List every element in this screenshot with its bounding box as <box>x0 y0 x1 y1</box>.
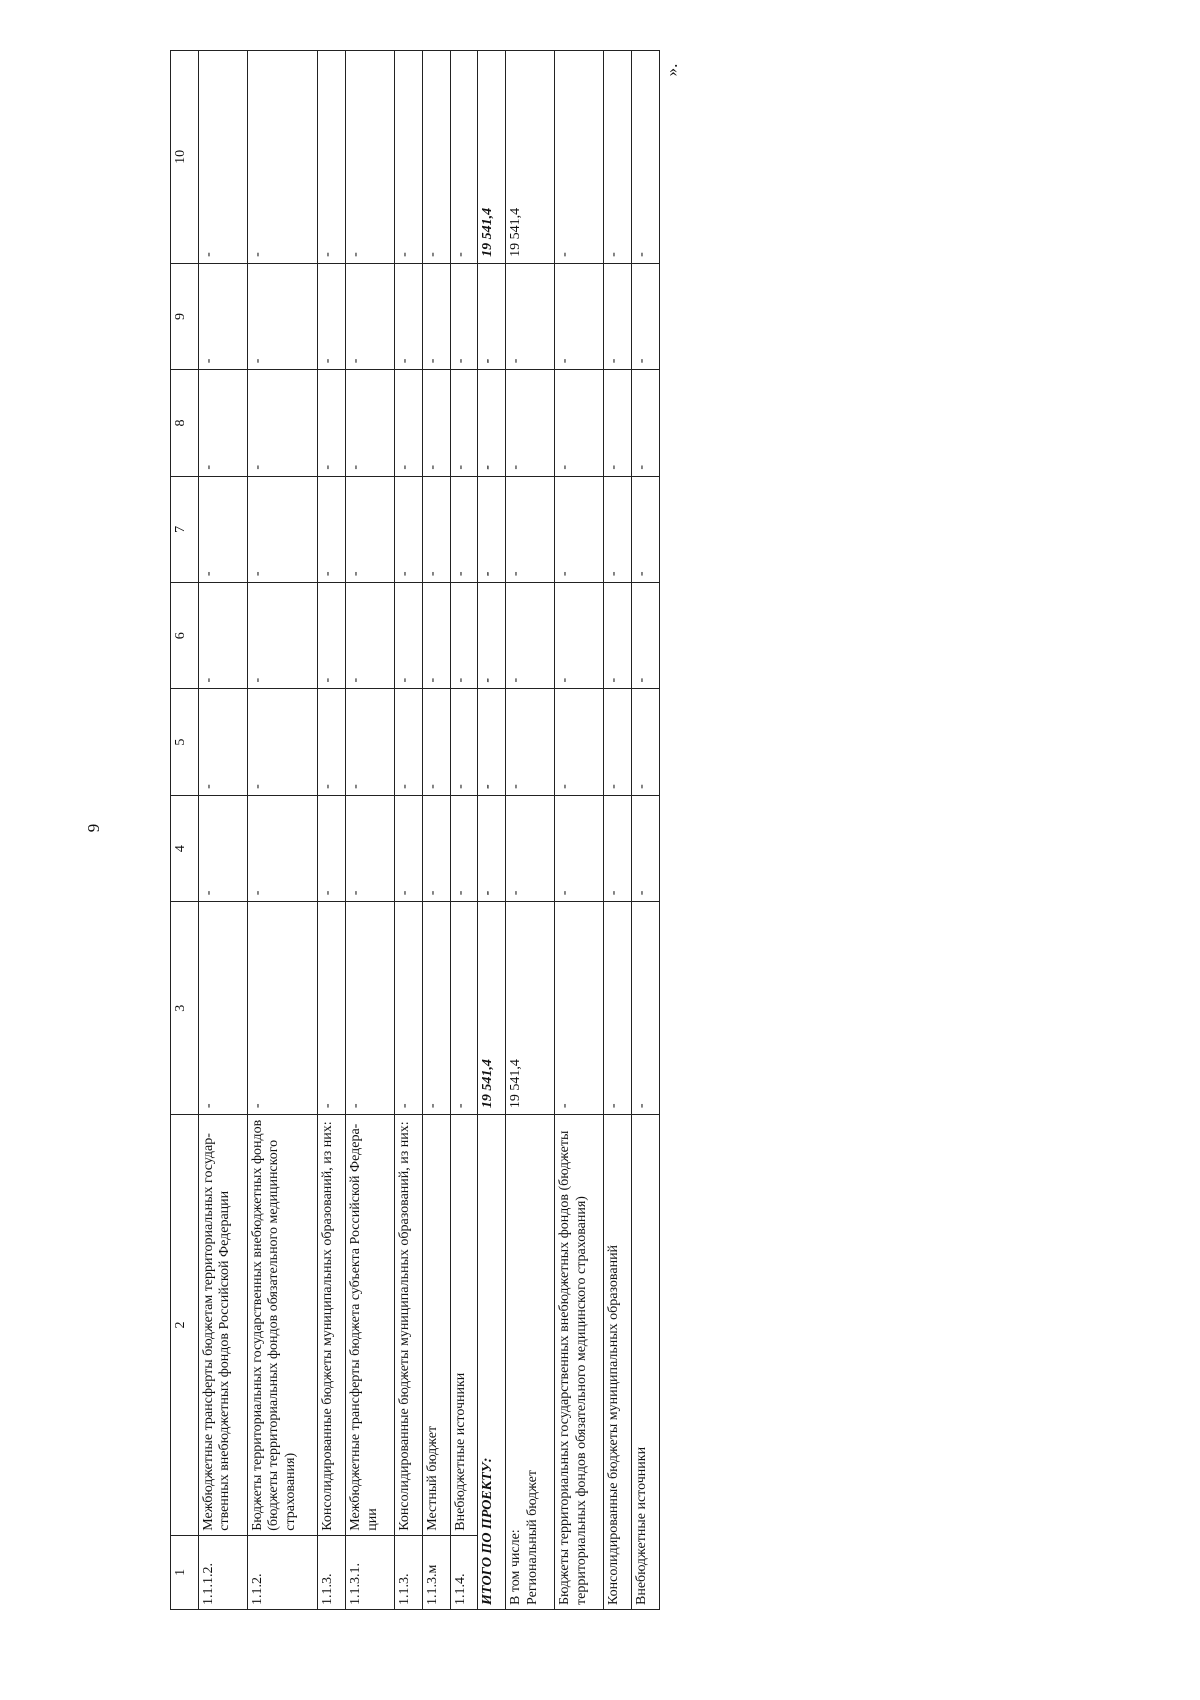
column-number-header: 1 <box>171 1535 199 1609</box>
column-number-header: 10 <box>171 51 199 264</box>
budget-table-rotated <box>170 50 660 1610</box>
row-value: - <box>422 583 450 689</box>
row-value: - <box>450 476 478 582</box>
row-value: - <box>422 902 450 1115</box>
row-value: - <box>318 370 346 476</box>
breakdown-value: - <box>632 476 660 582</box>
breakdown-value: - <box>632 51 660 264</box>
total-value: - <box>478 583 506 689</box>
breakdown-value: - <box>506 795 555 901</box>
row-name: Бюджеты территориальных государственных внебюджетных фондов (бюджеты территориальных фондов обязательного медицинского страхования) <box>247 1115 317 1536</box>
row-value: - <box>422 476 450 582</box>
breakdown-value: - <box>506 583 555 689</box>
total-value: - <box>478 689 506 795</box>
breakdown-value: - <box>632 795 660 901</box>
total-value: 19 541,4 <box>478 51 506 264</box>
row-value: - <box>346 689 395 795</box>
row-value: - <box>346 795 395 901</box>
breakdown-row <box>604 51 632 1610</box>
breakdown-value: - <box>506 689 555 795</box>
breakdown-label: Внебюджетные источники <box>632 1115 660 1610</box>
breakdown-label: Бюджеты территориальных государственных внебюджетных фондов (бюджеты территориальных фондов обязательного медицинского страхования) <box>555 1115 604 1610</box>
row-name: Межбюджетные трансферты бюджета субъекта Российской Федера-ции <box>346 1115 395 1536</box>
row-value: - <box>450 583 478 689</box>
breakdown-label: Консолидированные бюджеты муниципальных образований <box>604 1115 632 1610</box>
column-number-header: 7 <box>171 476 199 582</box>
row-value: - <box>346 370 395 476</box>
row-value: - <box>318 476 346 582</box>
breakdown-value: - <box>632 263 660 369</box>
column-number-header: 5 <box>171 689 199 795</box>
breakdown-value: - <box>555 263 604 369</box>
row-code: 1.1.3.1. <box>346 1535 395 1609</box>
breakdown-value: - <box>604 476 632 582</box>
row-value: - <box>247 370 317 476</box>
breakdown-row <box>632 51 660 1610</box>
row-value: - <box>198 689 247 795</box>
row-value: - <box>450 902 478 1115</box>
table-row <box>198 51 247 1610</box>
row-value: - <box>346 902 395 1115</box>
row-value: - <box>422 370 450 476</box>
row-value: - <box>422 51 450 264</box>
row-value: - <box>395 795 423 901</box>
row-value: - <box>346 583 395 689</box>
total-value: - <box>478 370 506 476</box>
row-value: - <box>247 689 317 795</box>
closing-quote-mark: ». <box>662 63 681 77</box>
row-value: - <box>450 795 478 901</box>
row-value: - <box>198 902 247 1115</box>
breakdown-value: - <box>555 476 604 582</box>
breakdown-value: - <box>555 902 604 1115</box>
column-number-header: 9 <box>171 263 199 369</box>
row-code: 1.1.3.м <box>422 1535 450 1609</box>
row-value: - <box>422 263 450 369</box>
row-value: - <box>198 795 247 901</box>
table-body <box>171 51 660 1610</box>
row-code: 1.1.4. <box>450 1535 478 1609</box>
row-name: Местный бюджет <box>422 1115 450 1536</box>
row-value: - <box>318 795 346 901</box>
table-row <box>422 51 450 1610</box>
breakdown-value: - <box>604 370 632 476</box>
row-name: Внебюджетные источники <box>450 1115 478 1536</box>
breakdown-value: - <box>604 583 632 689</box>
breakdown-value: - <box>555 795 604 901</box>
breakdown-value: - <box>604 51 632 264</box>
row-value: - <box>395 689 423 795</box>
row-value: - <box>346 263 395 369</box>
breakdown-value: - <box>604 902 632 1115</box>
breakdown-value: - <box>604 263 632 369</box>
breakdown-value: - <box>506 263 555 369</box>
column-number-header: 4 <box>171 795 199 901</box>
table-row <box>247 51 317 1610</box>
breakdown-value: 19 541,4 <box>506 902 555 1115</box>
row-value: - <box>422 795 450 901</box>
row-value: - <box>247 51 317 264</box>
row-value: - <box>247 583 317 689</box>
breakdown-value: - <box>604 795 632 901</box>
row-value: - <box>247 795 317 901</box>
row-value: - <box>198 263 247 369</box>
table-row <box>450 51 478 1610</box>
total-value: - <box>478 263 506 369</box>
row-value: - <box>198 51 247 264</box>
row-code: 1.1.3. <box>318 1535 346 1609</box>
breakdown-row <box>506 51 555 1610</box>
row-value: - <box>198 370 247 476</box>
page-number: 9 <box>84 823 103 833</box>
row-value: - <box>318 583 346 689</box>
total-value: 19 541,4 <box>478 902 506 1115</box>
row-value: - <box>318 51 346 264</box>
breakdown-value: - <box>555 583 604 689</box>
row-value: - <box>395 370 423 476</box>
row-value: - <box>318 263 346 369</box>
row-value: - <box>198 476 247 582</box>
total-label: ИТОГО ПО ПРОЕКТУ: <box>478 1115 506 1610</box>
row-value: - <box>450 51 478 264</box>
table-row <box>346 51 395 1610</box>
row-value: - <box>346 51 395 264</box>
row-value: - <box>395 902 423 1115</box>
column-number-header: 3 <box>171 902 199 1115</box>
row-code: 1.1.2. <box>247 1535 317 1609</box>
row-value: - <box>247 902 317 1115</box>
breakdown-label: В том числе: Региональный бюджет <box>506 1115 555 1610</box>
row-value: - <box>247 263 317 369</box>
total-row <box>478 51 506 1610</box>
breakdown-value: - <box>632 583 660 689</box>
row-value: - <box>450 263 478 369</box>
breakdown-row <box>555 51 604 1610</box>
total-value: - <box>478 795 506 901</box>
breakdown-value: - <box>632 370 660 476</box>
total-value: - <box>478 476 506 582</box>
row-value: - <box>395 263 423 369</box>
row-value: - <box>450 370 478 476</box>
table-row <box>318 51 346 1610</box>
column-number-row <box>171 51 199 1610</box>
row-value: - <box>395 583 423 689</box>
column-number-header: 2 <box>171 1115 199 1536</box>
breakdown-value: 19 541,4 <box>506 51 555 264</box>
row-value: - <box>450 689 478 795</box>
breakdown-value: - <box>506 370 555 476</box>
row-code: 1.1.1.2. <box>198 1535 247 1609</box>
breakdown-value: - <box>555 370 604 476</box>
row-name: Консолидированные бюджеты муниципальных образований, из них: <box>395 1115 423 1536</box>
row-value: - <box>247 476 317 582</box>
row-value: - <box>395 51 423 264</box>
breakdown-value: - <box>604 689 632 795</box>
column-number-header: 8 <box>171 370 199 476</box>
breakdown-value: - <box>555 689 604 795</box>
budget-table <box>170 50 660 1610</box>
breakdown-value: - <box>555 51 604 264</box>
row-name: Консолидированные бюджеты муниципальных образований, из них: <box>318 1115 346 1536</box>
breakdown-value: - <box>506 476 555 582</box>
row-value: - <box>318 689 346 795</box>
row-value: - <box>318 902 346 1115</box>
row-code: 1.1.3. <box>395 1535 423 1609</box>
table-row <box>395 51 423 1610</box>
row-value: - <box>346 476 395 582</box>
row-value: - <box>198 583 247 689</box>
breakdown-value: - <box>632 689 660 795</box>
row-value: - <box>422 689 450 795</box>
row-value: - <box>395 476 423 582</box>
column-number-header: 6 <box>171 583 199 689</box>
row-name: Межбюджетные трансферты бюджетам территориальных государ-ственных внебюджетных фондов Российской Федерации <box>198 1115 247 1536</box>
breakdown-value: - <box>632 902 660 1115</box>
